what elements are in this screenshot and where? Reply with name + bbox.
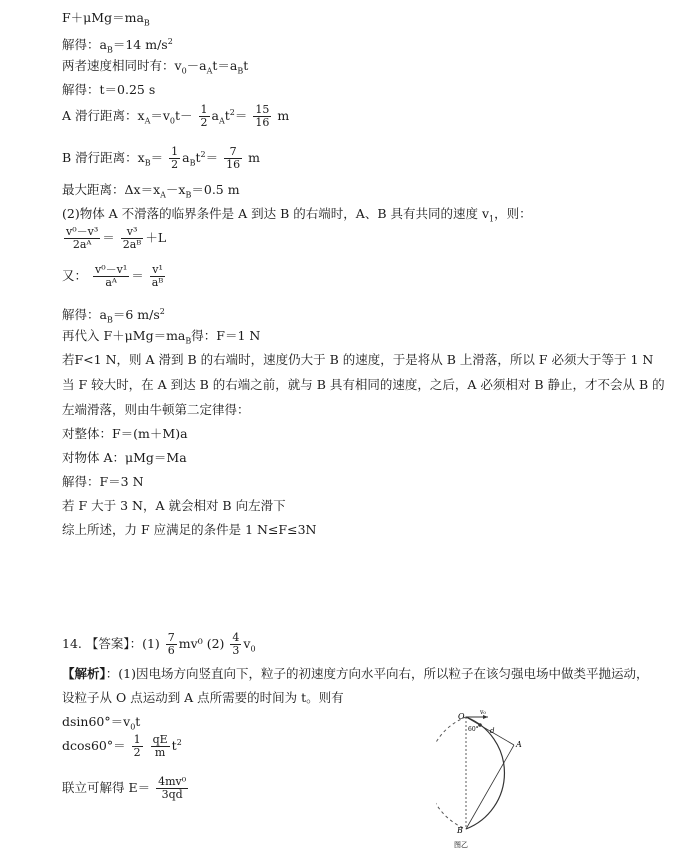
text-line-20: 综上所述，力 F 应满足的条件是 1 N≤F≤3N — [62, 522, 317, 537]
circle-diagram-svg — [436, 705, 536, 853]
eq-dcos: dcos60°＝ $\frac{1}{2}$ $\frac{qE}{m}$ $t^2$ — [62, 733, 182, 759]
text-line-16: 对整体：F＝(m＋M)a — [62, 426, 188, 441]
analysis-line-2: 设粒子从 O 点运动到 A 点所需要的时间为 t。则有 — [62, 690, 344, 705]
eq-line-1: $F+\mu Mg=ma_B$ — [62, 10, 150, 28]
eq-line-11: 解得：$a_B=6$ $m/s^2$ — [62, 307, 165, 325]
eq-line-4: 解得：t＝0.25 s — [62, 82, 156, 97]
eq-line-10: 又： $\frac{\text{v⁰－v¹}}{\text{aᴬ}}$ ＝ $\frac{\text{v¹}}{\text{aᴮ}}$ — [62, 263, 164, 289]
fraction: $\frac{1}{2}$ — [133, 733, 141, 759]
fraction: $\frac{7}{6}$ — [167, 631, 175, 657]
fraction: $\frac{4}{3}$ — [232, 631, 240, 657]
fraction: $\frac{15}{16}$ — [255, 103, 270, 129]
fraction: $\frac{1}{2}$ — [200, 103, 208, 129]
answer-line: 14. 【答案】：(1) $\frac{7}{6}$ mv⁰ (2) $\frac{4}{3}$ $v_0$ — [62, 631, 256, 657]
eq-result: 联立可解得 E＝ $\frac{\text{4mv⁰}}{3qd}$ — [62, 775, 187, 801]
fraction: $\frac{\text{v⁰－v¹}}{\text{aᴬ}}$ — [95, 263, 128, 289]
fraction: $\frac{\text{v³}}{\text{2aᴮ}}$ — [122, 225, 142, 251]
dashed-arc — [436, 717, 466, 829]
label-angle: 60° — [468, 726, 479, 733]
fraction: $\frac{\text{4mv⁰}}{3qd}$ — [158, 775, 187, 801]
text-line-13: 若F<1 N，则 A 滑到 B 的右端时，速度仍大于 B 的速度，于是将从 B 上滑落，所以 F 必须大于等于 1 N — [62, 352, 654, 367]
eq-line-9: $\frac{\text{v⁰－v³}}{\text{2aᴬ}}$ ＝ $\frac{\text{v³}}{\text{2aᴮ}}$ ＋L — [66, 225, 167, 251]
fraction: $\frac{\text{v⁰－v³}}{\text{2aᴬ}}$ — [66, 225, 99, 251]
particle-dot — [478, 723, 482, 727]
text-line-8: (2)物体 A 不滑落的临界条件是 A 到达 B 的右端时，A、B 具有共同的速度 $v_1$，则： — [62, 206, 532, 224]
label-v0: v₀ — [480, 709, 486, 716]
label-b: B — [457, 826, 463, 835]
figure-caption: 图乙 — [454, 841, 468, 849]
label-d: d — [490, 727, 495, 735]
fraction: $\frac{1}{2}$ — [171, 145, 179, 171]
analysis-line-1: 【解析】：(1)因电场方向竖直向下，粒子的初速度方向水平向右，所以粒子在该匀强电场中做类平抛运动， — [62, 666, 649, 681]
text-line-17: 对物体 A：μMg＝Ma — [62, 450, 187, 465]
eq-line-7: 最大距离：$\Delta x=x_A-x_B=0.5$ m — [62, 182, 240, 200]
eq-line-3: 两者速度相同时有：$v_0-a_At=a_Bt$ — [62, 58, 249, 76]
eq-line-6: B 滑行距离：$x_B=$ $\frac{1}{2}$ $a_Bt^2=$ $\frac{7}{16}$ m — [62, 145, 260, 171]
text-line-19: 若 F 大于 3 N，A 就会相对 B 向左滑下 — [62, 498, 286, 513]
label-a: A — [516, 740, 522, 749]
fraction: $\frac{qE}{m}$ — [152, 733, 168, 759]
solid-arc — [466, 717, 504, 829]
text-line-18: 解得：F＝3 N — [62, 474, 144, 489]
eq-line-12: 再代入 $F+\mu Mg=ma_B$得：F＝1 N — [62, 328, 261, 346]
label-o: O — [458, 712, 465, 721]
text-line-15: 左端滑落，则由牛顿第二定律得： — [62, 402, 250, 417]
text-line-14: 当 F 较大时，在 A 到达 B 的右端之前，就与 B 具有相同的速度，之后，A 必须相对 B 静止，才不会从 B 的 — [62, 377, 665, 392]
eq-dsin: $dsin60^\circ=v_0t$ — [62, 714, 141, 732]
eq-line-2: 解得：$a_B=14$ $m/s^2$ — [62, 37, 173, 55]
fraction: $\frac{\text{v¹}}{\text{aᴮ}}$ — [151, 263, 164, 289]
circle-diagram — [436, 705, 536, 857]
line-ba — [466, 745, 514, 829]
eq-line-5: A 滑行距离：$x_A=v_0t-$ $\frac{1}{2}$ $a_At^2=$ $\frac{15}{16}$ m — [62, 103, 290, 129]
fraction: $\frac{7}{16}$ — [226, 145, 241, 171]
